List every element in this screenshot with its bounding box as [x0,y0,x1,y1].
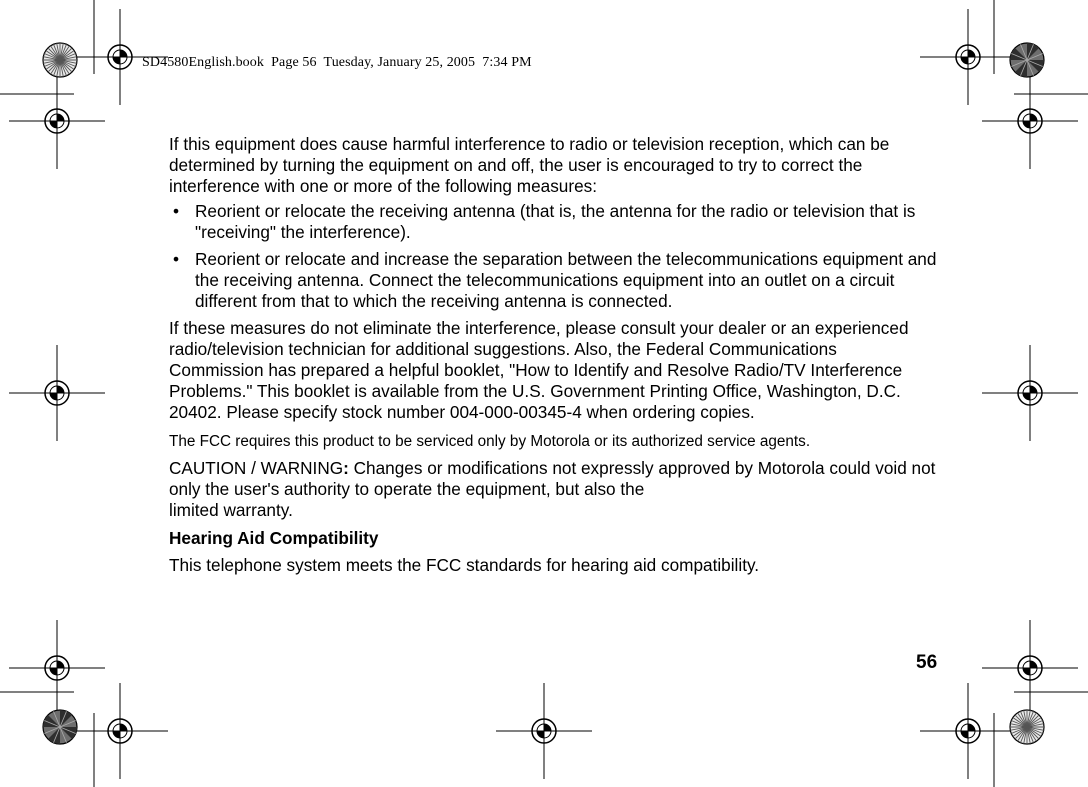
list-item [169,249,939,312]
registration-mark [920,683,1016,779]
caution-colon: : [343,458,349,478]
bullet-text: Reorient or relocate the receiving antenna (that is, the antenna for the radio or television that is "receiving" the interference). [195,201,916,242]
registration-mark [982,620,1078,716]
bullet-marker: • [173,249,180,269]
star-target-light [43,43,77,77]
registration-mark [982,73,1078,169]
bullet-text: Reorient or relocate and increase the separation between the telecommunications equipment and the receiving antenna. Connect the telecommunications equipment into an outlet on a circuit different from that to which the receiving antenna is connected. [195,249,937,311]
caution-text-continued: limited warranty. [169,500,293,520]
star-target-dark [43,710,77,744]
hearing-aid-heading: Hearing Aid Compatibility [169,528,379,548]
list-item [169,201,939,243]
star-target-dark [1010,43,1044,77]
bullet-marker: • [173,201,180,221]
registration-mark [72,683,168,779]
measures-list [169,201,939,312]
registration-mark [920,9,1016,105]
registration-mark [9,73,105,169]
star-target-light [1010,710,1044,744]
print-header: SD4580English.book Page 56 Tuesday, January 25, 2005 7:34 PM [142,55,532,70]
caution-text: Changes or modifications not expressly approved by Motorola could void not only the user's authority to operate the equipment, but also the [169,458,936,499]
measures-paragraph: If these measures do not eliminate the interference, please consult your dealer or an experienced radio/television technician for additional suggestions. Also, the Federal Communications Commission has prepared a helpful booklet, "How to Identify and Resolve Radio/TV Interference Problems." This booklet is available from the U.S. Government Printing Office, Washington, D.C. 20402. Please specify stock number 004-000-00345-4 when ordering copies. [169,318,909,422]
registration-mark [9,620,105,716]
registration-mark [9,345,105,441]
service-notice: The FCC requires this product to be serviced only by Motorola or its authorized service agents. [169,433,811,450]
hearing-aid-text: This telephone system meets the FCC standards for hearing aid compatibility. [169,555,760,575]
caution-warning [169,458,939,521]
intro-paragraph: If this equipment does cause harmful interference to radio or television reception, which can be determined by turning the equipment on and off, the user is encouraged to try to correct the interference with one or more of the following measures: [169,134,890,196]
caution-label: CAUTION / WARNING [169,458,344,478]
registration-mark [496,683,592,779]
page-number: 56 [916,652,938,673]
registration-mark [982,345,1078,441]
page-content [169,134,939,576]
